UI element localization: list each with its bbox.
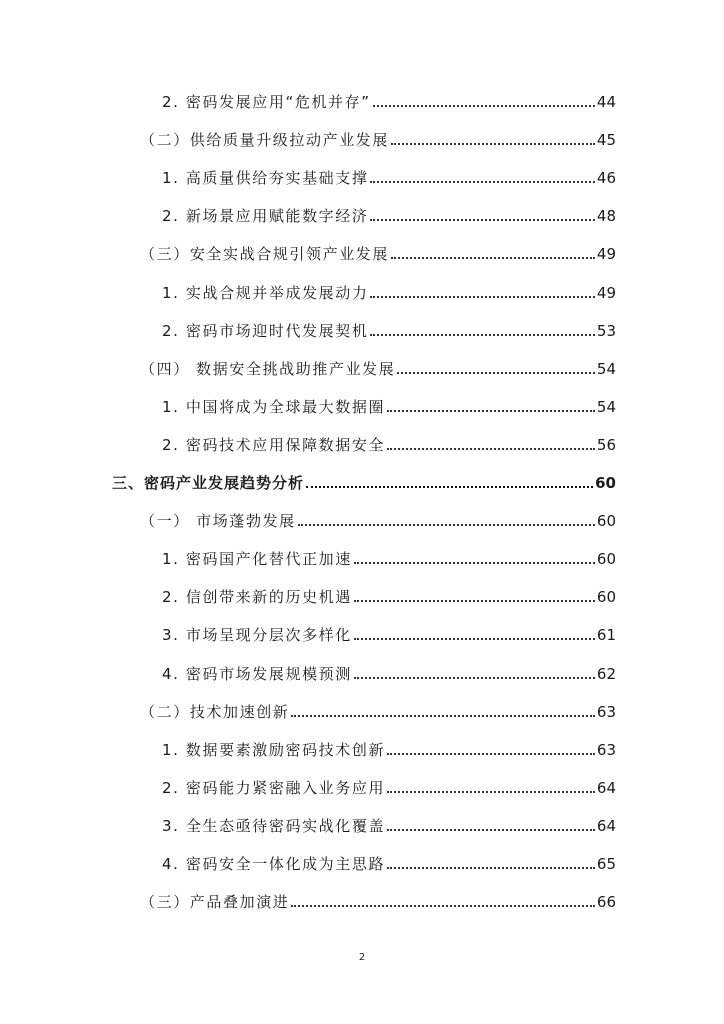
toc-entry-page-number: 49: [596, 283, 616, 302]
toc-entry-title: 4. 密码市场发展规模预测: [162, 664, 352, 683]
toc-entry-page-number: 48: [596, 207, 616, 226]
dot-leader: [387, 410, 595, 412]
toc-entry-page-number: 56: [596, 435, 616, 454]
toc-entry-page-number: 61: [596, 626, 616, 645]
toc-entry[interactable]: [162, 621, 616, 645]
toc-entry-title: 2. 新场景应用赋能数字经济: [162, 207, 369, 226]
toc-entry-page-number: 60: [596, 550, 616, 569]
toc-entry[interactable]: [140, 240, 616, 264]
toc-entry[interactable]: [112, 469, 616, 493]
toc-entry[interactable]: [162, 393, 616, 417]
toc-entry-page-number: 62: [596, 664, 616, 683]
dot-leader: [370, 219, 594, 221]
toc-entry-title: 1. 高质量供给夯实基础支撑: [162, 169, 369, 188]
dot-leader: [370, 334, 594, 336]
dot-leader: [387, 867, 595, 869]
dot-leader: [306, 486, 593, 488]
dot-leader: [291, 715, 595, 717]
page-number: 2: [358, 952, 366, 963]
toc-entry[interactable]: [140, 126, 616, 150]
toc-entry-page-number: 54: [596, 359, 616, 378]
toc-entry-title: 1. 数据要素激励密码技术创新: [162, 740, 386, 759]
dot-leader: [387, 829, 595, 831]
dot-leader: [391, 257, 595, 259]
toc-entry-page-number: 60: [596, 512, 616, 531]
toc-entry-title: 4. 密码安全一体化成为主思路: [162, 855, 386, 873]
dot-leader: [354, 638, 595, 640]
toc-entry[interactable]: [162, 317, 616, 341]
toc-entry[interactable]: [162, 736, 616, 760]
toc-entry-page-number: 64: [596, 816, 616, 835]
dot-leader: [387, 753, 595, 755]
toc-entry-page-number: 60: [595, 474, 616, 492]
toc-entry-title: （二）技术加速创新: [140, 702, 290, 721]
toc-entry-page-number: 45: [596, 131, 616, 150]
toc-entry-page-number: 60: [596, 588, 616, 607]
toc-entry-title: 2. 密码发展应用“危机并存”: [162, 93, 371, 111]
toc-entry-title: 2. 密码技术应用保障数据安全: [162, 435, 386, 454]
toc-entry[interactable]: [140, 888, 616, 912]
toc-entry[interactable]: [162, 583, 616, 607]
toc-entry-title: （四） 数据安全挑战助推产业发展: [140, 359, 396, 378]
dot-leader: [370, 181, 594, 183]
toc-entry-title: 1. 中国将成为全球最大数据圈: [162, 397, 386, 416]
toc-entry[interactable]: [162, 850, 616, 874]
toc-entry[interactable]: [162, 88, 616, 112]
toc-entry-title: 3. 全生态亟待密码实战化覆盖: [162, 816, 386, 835]
toc-entry-page-number: 65: [596, 855, 616, 873]
toc-entry-title: （二）供给质量升级拉动产业发展: [140, 131, 390, 150]
toc-entry-page-number: 63: [596, 740, 616, 759]
dot-leader: [397, 372, 595, 374]
toc-entry-title: 1. 实战合规并举成发展动力: [162, 283, 369, 302]
toc-entry-title: （三）安全实战合规引领产业发展: [140, 245, 390, 264]
toc-entry-title: 2. 密码能力紧密融入业务应用: [162, 778, 386, 797]
toc-entry[interactable]: [140, 698, 616, 722]
toc-entry-page-number: 64: [596, 778, 616, 797]
toc-entry[interactable]: [162, 431, 616, 455]
dot-leader: [354, 677, 595, 679]
toc-entry-title: 2. 密码市场迎时代发展契机: [162, 321, 369, 340]
toc-entry-page-number: 53: [596, 321, 616, 340]
toc-entry-title: 三、密码产业发展趋势分析: [112, 474, 305, 492]
toc-entry[interactable]: [162, 279, 616, 303]
dot-leader: [370, 296, 594, 298]
toc-entry-title: 3. 市场呈现分层次多样化: [162, 626, 352, 645]
dot-leader: [298, 524, 595, 526]
toc-entry-page-number: 63: [596, 702, 616, 721]
dot-leader: [354, 600, 595, 602]
toc-entry-title: （三）产品叠加演进: [140, 893, 290, 912]
toc-entry[interactable]: [162, 660, 616, 684]
toc-entry-title: （一） 市场蓬勃发展: [140, 512, 296, 531]
dot-leader: [291, 905, 595, 907]
toc-entry-title: 1. 密码国产化替代正加速: [162, 550, 352, 569]
toc-entry-page-number: 54: [596, 397, 616, 416]
toc-entry[interactable]: [140, 355, 616, 379]
dot-leader: [391, 143, 595, 145]
toc-entry[interactable]: [162, 812, 616, 836]
dot-leader: [373, 105, 595, 107]
toc-entry[interactable]: [162, 164, 616, 188]
dot-leader: [387, 791, 595, 793]
toc-entry[interactable]: [162, 545, 616, 569]
toc-entry-page-number: 44: [596, 93, 616, 111]
dot-leader: [387, 448, 595, 450]
toc-entry[interactable]: [162, 774, 616, 798]
toc-entry[interactable]: [162, 202, 616, 226]
dot-leader: [354, 562, 595, 564]
toc-entry-page-number: 46: [596, 169, 616, 188]
toc-entry[interactable]: [140, 507, 616, 531]
toc-entry-page-number: 49: [596, 245, 616, 264]
toc-entry-title: 2. 信创带来新的历史机遇: [162, 588, 352, 607]
toc-entry-page-number: 66: [596, 893, 616, 912]
